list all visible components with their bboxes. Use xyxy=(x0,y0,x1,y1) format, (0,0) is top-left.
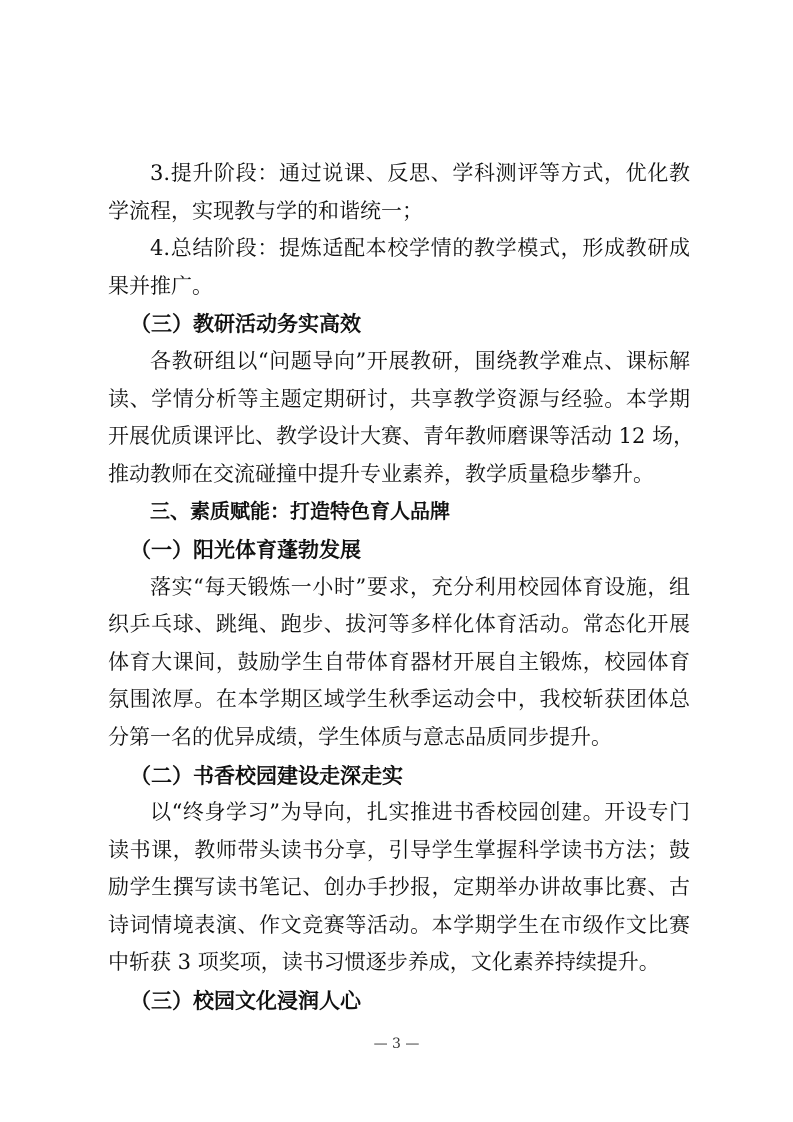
paragraph xyxy=(108,343,695,493)
text-line: （一）阳光体育蓬勃发展 xyxy=(130,536,361,562)
text-line: 氛围浓厚。在本学期区域学生秋季运动会中，我校斩获团体总 xyxy=(108,687,690,712)
text-line: 开展优质课评比、教学设计大赛、青年教师磨课等活动 12 场， xyxy=(108,424,695,449)
text-line: 读、学情分析等主题定期研讨，共享教学资源与经验。本学期 xyxy=(108,386,690,411)
text-line: 中斩获 3 项奖项，读书习惯逐步养成，文化素养持续提升。 xyxy=(108,950,660,975)
paragraph xyxy=(108,230,690,305)
page-number: — 3 — xyxy=(373,1036,420,1052)
text-line: 三、素质赋能：打造特色育人品牌 xyxy=(150,499,450,524)
subsection-heading xyxy=(108,982,690,1020)
text-line: 分第一名的优异成绩，学生体质与意志品质同步提升。 xyxy=(108,724,612,749)
text-line: 各教研组以“问题导向”开展教研，围绕教学难点、课标解 xyxy=(150,348,690,373)
text-line: 推动教师在交流碰撞中提升专业素养，教学质量稳步攀升。 xyxy=(108,461,654,486)
text-line: （三）校园文化浸润人心 xyxy=(130,988,361,1014)
text-line: 励学生撰写读书笔记、创办手抄报，定期举办讲故事比赛、古 xyxy=(108,875,690,900)
text-line: （三）教研活动务实高效 xyxy=(130,311,361,337)
text-line: 织乒乓球、跳绳、跑步、拔河等多样化体育活动。常态化开展 xyxy=(108,612,690,637)
text-line: 读书课，教师带头读书分享，引导学生掌握科学读书方法；鼓 xyxy=(108,837,690,862)
text-line: （二）书香校园建设走深走实 xyxy=(130,762,403,788)
paragraph xyxy=(108,569,690,757)
subsection-heading xyxy=(108,305,690,343)
subsection-heading xyxy=(108,531,690,569)
section-heading xyxy=(108,493,690,531)
text-line: 果并推广。 xyxy=(108,273,213,298)
text-line: 以“终身学习”为导向，扎实推进书香校园创建。开设专门 xyxy=(150,800,690,825)
paragraph xyxy=(108,155,690,230)
text-line: 学流程，实现教与学的和谐统一； xyxy=(108,198,423,223)
text-line: 诗词情境表演、作文竞赛等活动。本学期学生在市级作文比赛 xyxy=(108,912,690,937)
text-line: 4.总结阶段：提炼适配本校学情的教学模式，形成教研成 xyxy=(150,236,690,261)
paragraph xyxy=(108,794,690,982)
document-body xyxy=(108,155,695,1020)
subsection-heading xyxy=(108,757,690,795)
text-line: 落实“每天锻炼一小时”要求，充分利用校园体育设施，组 xyxy=(150,574,690,599)
text-line: 3.提升阶段：通过说课、反思、学科测评等方式，优化教 xyxy=(150,161,690,185)
text-line: 体育大课间，鼓励学生自带体育器材开展自主锻炼，校园体育 xyxy=(108,649,690,674)
